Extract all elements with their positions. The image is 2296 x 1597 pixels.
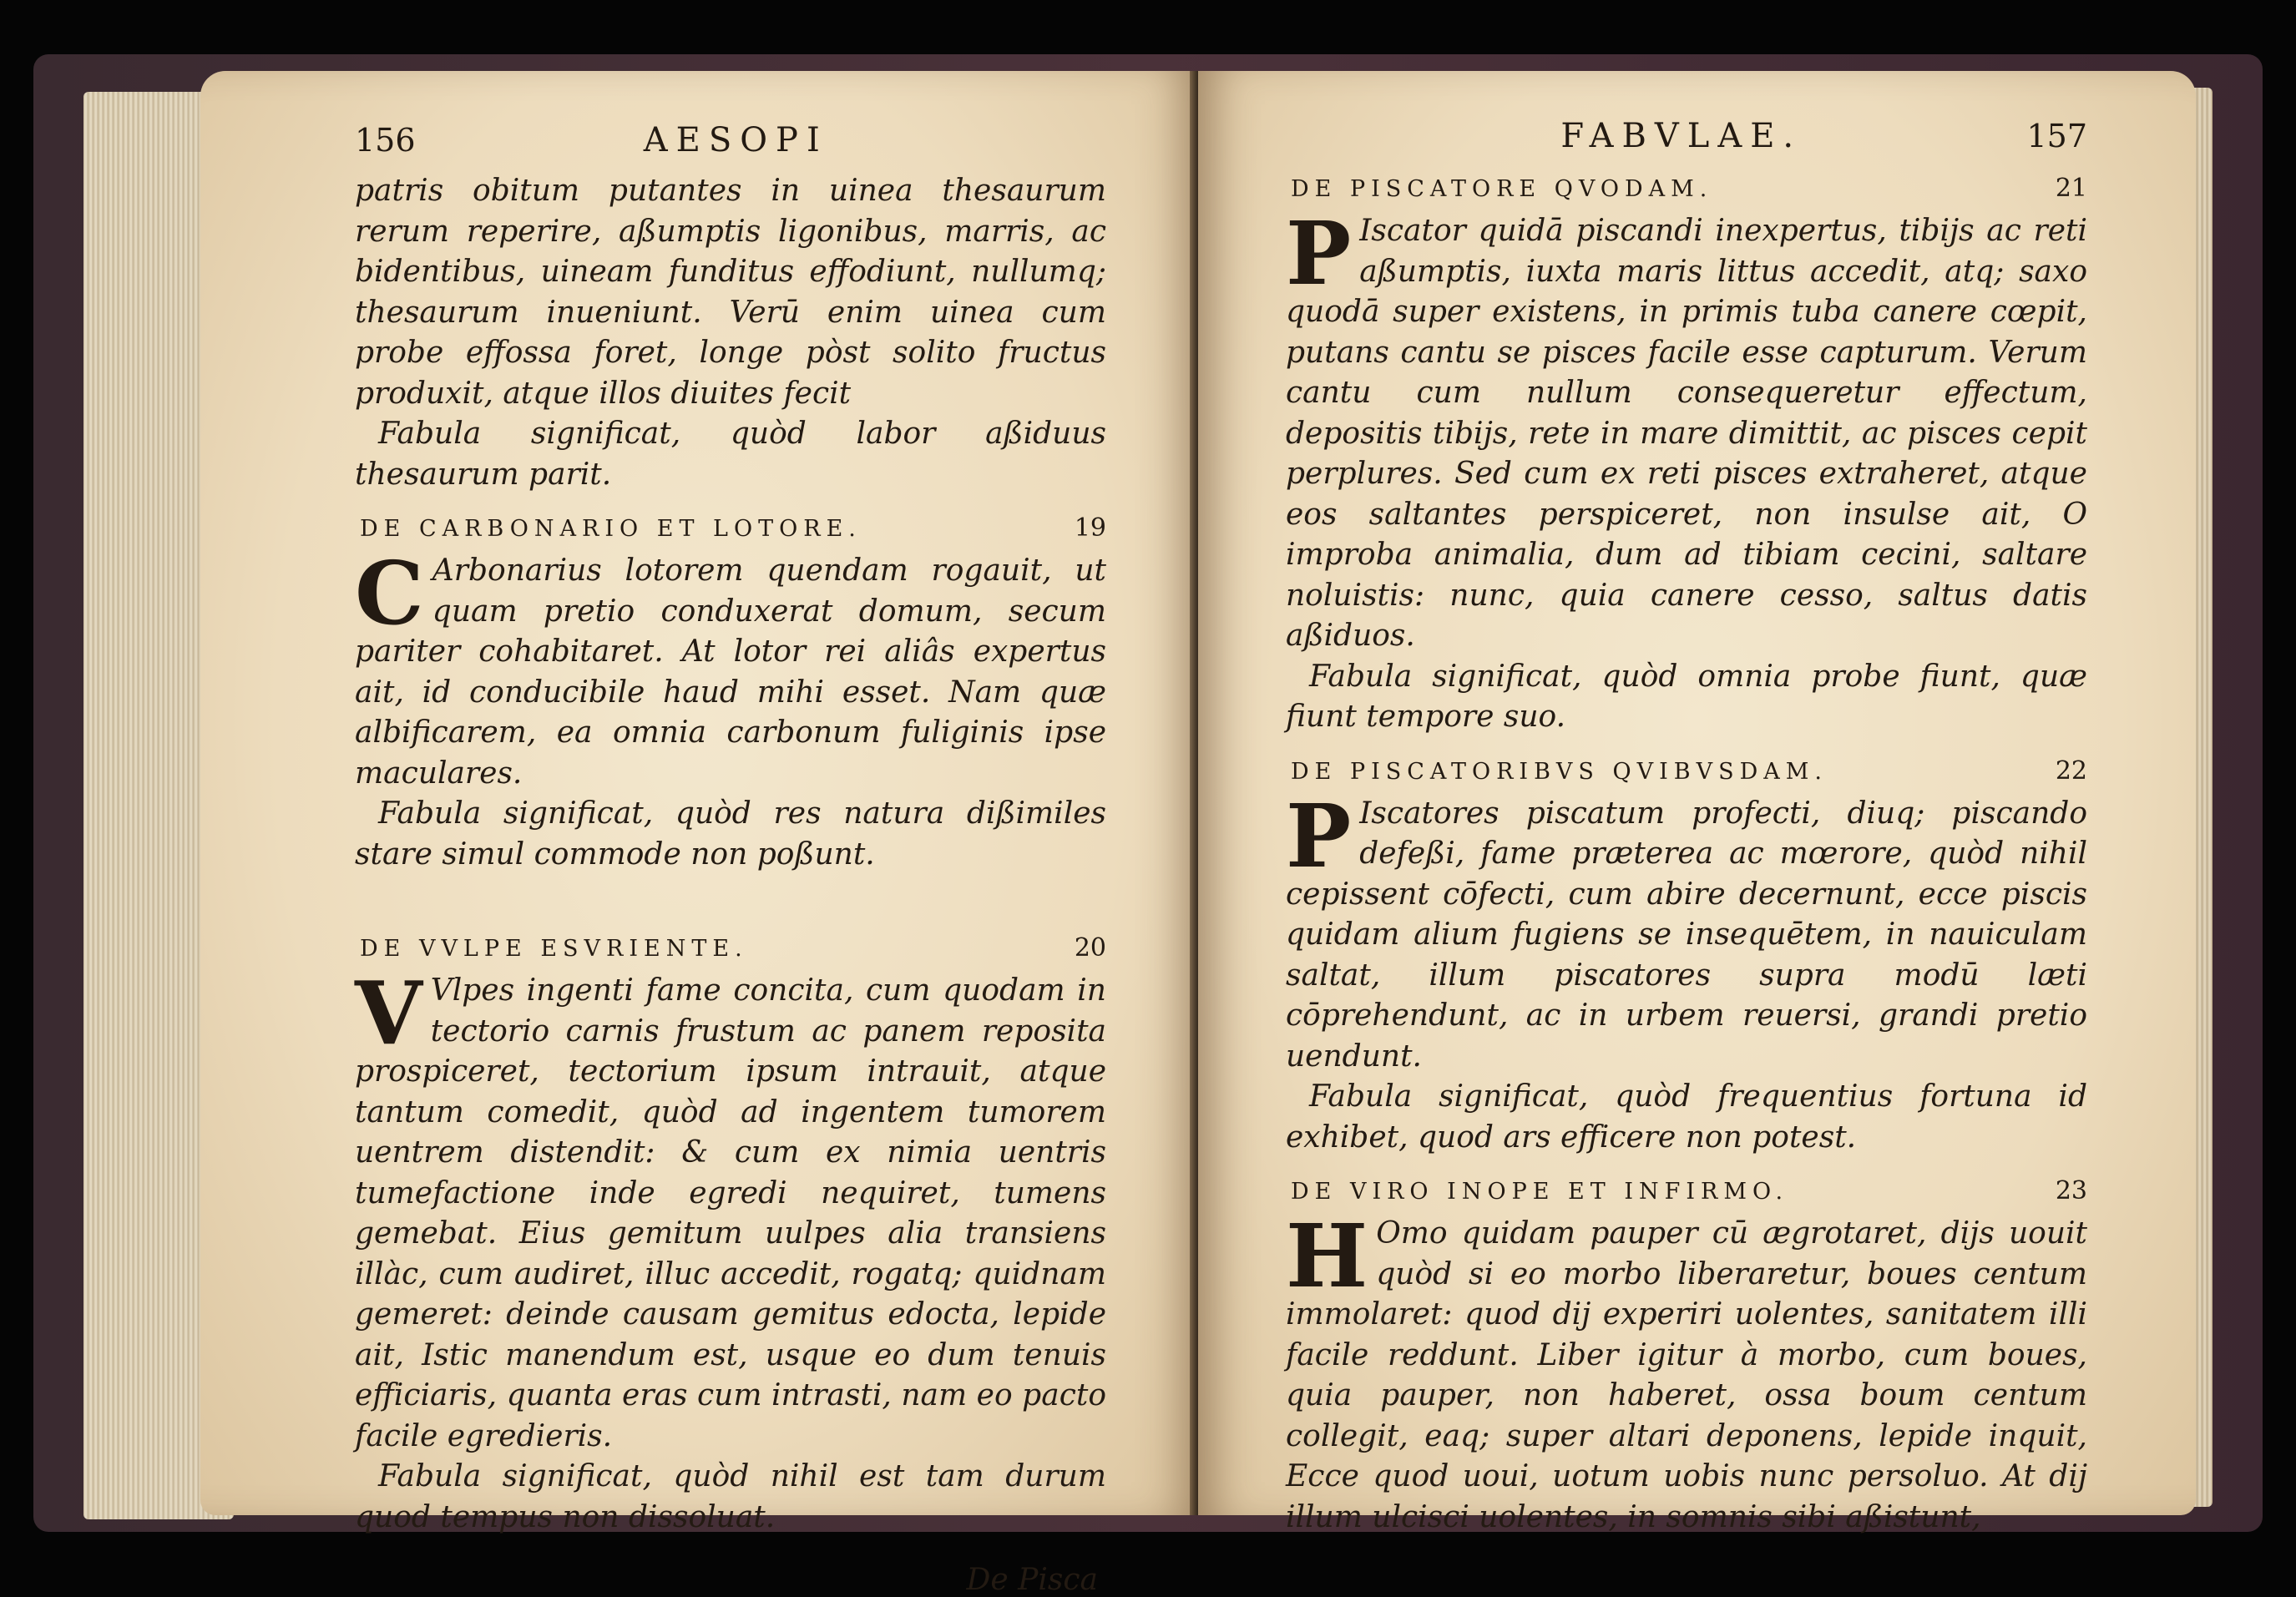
drop-cap: P [1286,202,1352,305]
fable-number: 22 [2055,756,2087,786]
fable-23-title [1286,1176,2087,1205]
fable-number: 19 [1074,513,1106,543]
catchword: De Pisca [966,1563,1098,1597]
fable-number: 20 [1074,933,1106,963]
fable-19-title [355,513,1106,543]
drop-cap: C [355,542,424,644]
continuation-text: patris obitum putantes in uinea thesaurum rerum reperire, aßumptis ligonibus, marris, ac bidentibus, uineam funditus effodiunt, nullumq; thesaurum inueniunt. Verū enim uinea cum probe effossa foret, longe pòst solito fructus produxit, atque illos diuites fecit [355,174,1106,411]
fable-19-moral: Fabula significat, quòd res natura dißimiles stare simul commode non poßunt. [355,796,1106,872]
fable-title-text: DE CARBONARIO ET LOTORE. [360,516,862,542]
drop-cap: V [355,962,422,1064]
right-page [1198,71,2196,1534]
drop-cap: P [1286,784,1352,887]
fable-21-moral: Fabula significat, quòd omnia probe fiunt, quæ fiunt tempore suo. [1286,659,2087,734]
fable-22-text: Iscatores piscatum profecti, diuq; piscando defeßi, fame præterea ac mœrore, quòd nihil cepissent cōfecti, cum abire decernunt, ecce piscis quidam alium fugiens se insequētem, in nauiculam saltat, illum piscatores supra modū læti cōprehendunt, ac in urbem reuersi, grandi pretio uendunt. [1286,796,2087,1074]
fable-title-text: DE VVLPE ESVRIENTE. [360,936,748,962]
fable-22-moral: Fabula significat, quòd frequentius fortuna id exhibet, quod ars efficere non potest. [1286,1079,2087,1155]
right-running-head [1286,117,2087,155]
fable-21-body [1286,202,2087,657]
fable-22-title [1286,756,2087,786]
continuation-moral: Fabula significat, quòd labor aßiduus thesaurum parit. [355,417,1106,492]
fable-21-title [1286,174,2087,203]
fable-title-text: DE PISCATORE QVODAM. [1291,176,1713,202]
fable-20-title [355,933,1106,963]
left-page-text-block [355,121,1106,1597]
open-book [33,54,2263,1597]
fable-23-text: Omo quidam pauper cū ægrotaret, dijs uouit quòd si eo morbo liberaretur, boues centum immolaret: quod dij experiri uolentes, sanitatem illi facile reddunt. Liber igitur à morbo, cum boues, quia pauper, non haberet, ossa boum centum collegit, eaq; super altari deponens, lepide inquit, Ecce quod uoui, uotum uobis nunc persoluo. At dij illum ulcisci uolentes, in somnis sibi aßistunt, [1286,1216,2087,1534]
fable-title-text: DE VIRO INOPE ET INFIRMO. [1291,1179,1789,1205]
fable-19-body [355,542,1106,794]
fable-title-text: DE PISCATORIBVS QVIBVSDAM. [1291,758,1828,785]
drop-cap: H [1286,1205,1368,1307]
left-running-head [355,121,1106,159]
running-title: AESOPI [643,121,828,159]
fable-20-body [355,962,1106,1457]
running-title: FABVLAE. [1560,117,1803,155]
fable-19-text: Arbonarius lotorem quendam rogauit, ut quam pretio conduxerat domum, secum pariter cohabitaret. At lotor rei aliâs expertus ait, id conducibile haud mihi esset. Nam quæ albificarem, ea omnia carbonum fuliginis ipse maculares. [355,553,1106,791]
fable-23-body [1286,1205,2087,1538]
fable-number: 21 [2055,174,2087,203]
right-page-text-block [1286,117,2087,1538]
fable-20-moral: Fabula significat, quòd nihil est tam durum quod tempus non dissoluat. [355,1459,1106,1534]
fable-22-body [1286,784,2087,1078]
fable-20-text: Vlpes ingenti fame concita, cum quodam in tectorio carnis frustum ac panem reposita prospiceret, tectorium ipsum intrauit, atque tantum comedit, quòd ad ingentem tumorem uentrem distendit: & cum ex nimia uentris tumefactione inde egredi nequiret, tumens gemebat. Eius gemitum uulpes alia transiens illàc, cum audiret, illuc accedit, rogatq; quidnam gemeret: deinde causam gemitus edocta, lepide ait, Istic manendum est, usque eo dum tenuis efficiaris, quanta eras cum intrasti, nam eo pacto facile egredieris. [355,973,1106,1453]
fable-number: 23 [2055,1176,2087,1205]
left-page [200,71,1198,1597]
page-number: 157 [2026,118,2087,154]
fable-21-text: Iscator quidā piscandi inexpertus, tibijs ac reti aßumptis, iuxta maris littus accedit, atq; saxo quodā super existens, in primis tuba canere cœpit, putans cantu se pisces facile esse capturum. Verum cantu cum nullum consequeretur effectum, depositis tibijs, rete in mare dimittit, ac pisces cepit perplures. Sed cum ex reti pisces extraheret, atque eos saltantes perspiceret, non insulse ait, O improba animalia, dum ad tibiam cecini, saltare noluistis: nunc, quia canere cesso, saltus datis aßiduos. [1286,214,2087,653]
page-number: 156 [355,122,416,159]
